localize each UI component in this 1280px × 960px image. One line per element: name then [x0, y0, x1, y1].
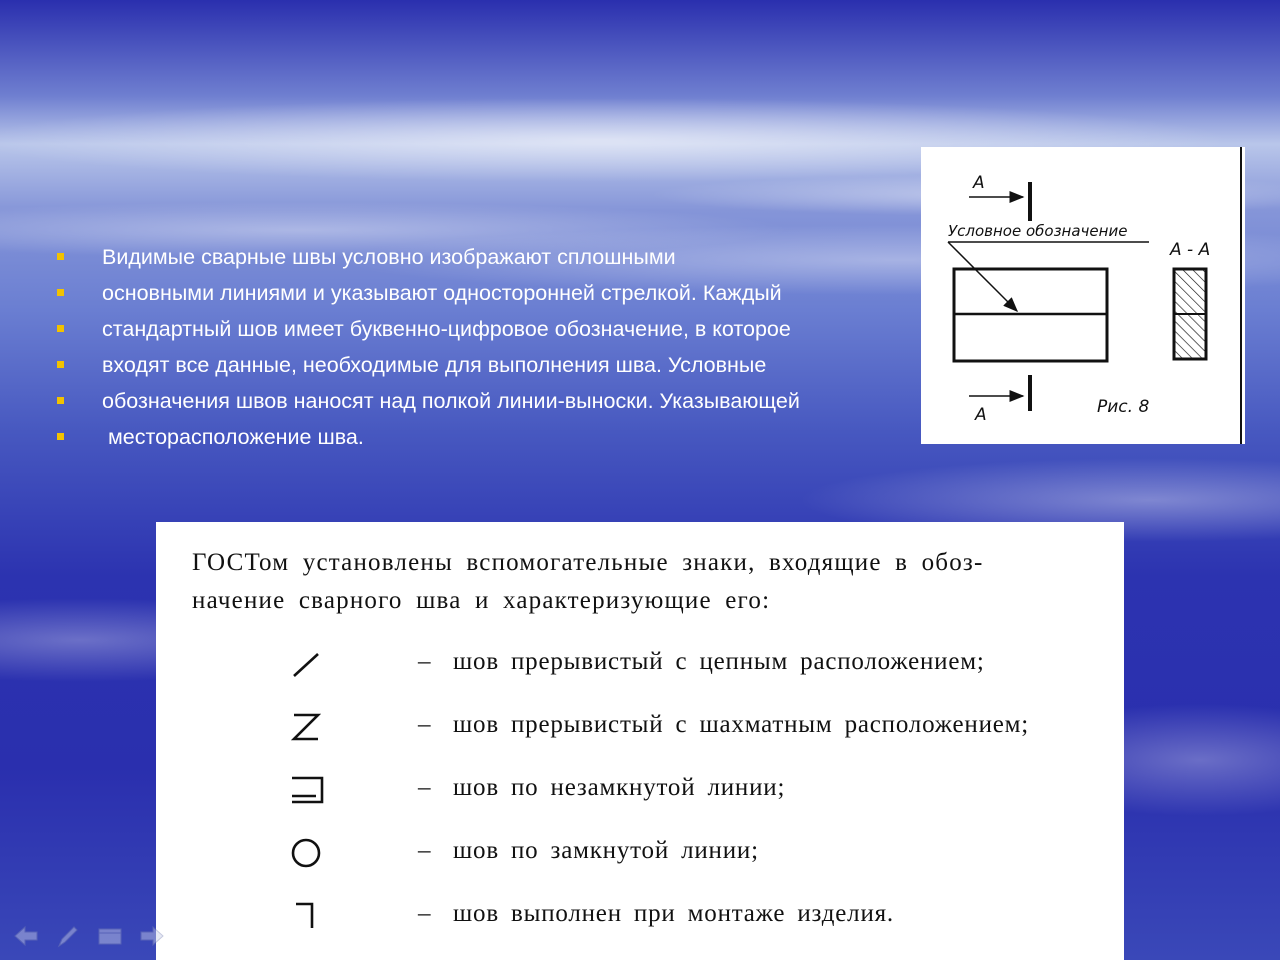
bullet-text: стандартный шов имеет буквенно-цифровое обозначение, в которое — [102, 317, 791, 341]
item-dash: – — [418, 774, 431, 801]
callout-label: Условное обозначение — [948, 222, 1128, 240]
bullet-text: обозначения швов наносят над полкой линии-выноски. Указывающей — [102, 389, 800, 413]
bullet-text: входят все данные, необходимые для выполнения шва. Условные — [102, 353, 767, 377]
bullet-marker — [57, 433, 64, 440]
gost-item — [156, 892, 1124, 942]
label-a-bottom: А — [975, 405, 987, 425]
gost-item — [156, 703, 1124, 753]
open-bracket-icon — [286, 770, 326, 810]
bullet-item — [54, 276, 934, 312]
next-arrow-icon[interactable] — [138, 922, 166, 950]
prev-arrow-icon[interactable] — [12, 922, 40, 950]
bullet-item — [54, 420, 934, 456]
bullet-marker — [57, 325, 64, 332]
slideshow-nav — [12, 922, 162, 950]
item-dash: – — [418, 900, 431, 927]
item-text: шов прерывистый с цепным расположением; — [453, 648, 985, 675]
section-label: А - А — [1170, 240, 1211, 260]
item-text: шов выполнен при монтаже изделия. — [453, 900, 894, 927]
slash-icon — [286, 644, 326, 684]
pen-icon[interactable] — [54, 922, 82, 950]
gost-item — [156, 766, 1124, 816]
item-text: шов по замкнутой линии; — [453, 837, 759, 864]
item-dash: – — [418, 648, 431, 675]
gost-symbols-panel — [156, 522, 1124, 960]
weld-drawing-figure — [921, 147, 1245, 444]
bullet-marker — [57, 361, 64, 368]
bullet-text: месторасположение шва. — [102, 425, 364, 449]
bullet-item — [54, 312, 934, 348]
item-text: шов прерывистый с шахматным расположением; — [453, 711, 1030, 738]
gost-intro-line: начение сварного шва и характеризующие его: — [192, 587, 771, 614]
circle-icon — [286, 833, 326, 873]
label-a-top: А — [973, 173, 985, 193]
bullet-text: основными линиями и указывают односторонней стрелкой. Каждый — [102, 281, 782, 305]
bullet-item — [54, 348, 934, 384]
item-text: шов по незамкнутой линии; — [453, 774, 786, 801]
bullet-marker — [57, 253, 64, 260]
gost-item — [156, 829, 1124, 879]
leader-line — [948, 242, 1017, 311]
gost-intro-line: ГОСТом установлены вспомогательные знаки, входящие в обоз- — [192, 549, 984, 576]
bullet-text: Видимые сварные швы условно изображают сплошными — [102, 245, 676, 269]
item-dash: – — [418, 837, 431, 864]
weld-drawing — [921, 147, 1245, 444]
corner-icon — [286, 896, 326, 936]
gost-intro — [192, 544, 1072, 620]
z-icon — [286, 707, 326, 747]
bullet-item — [54, 240, 934, 276]
bullet-marker — [57, 289, 64, 296]
bullet-list — [54, 240, 934, 456]
menu-icon[interactable] — [96, 922, 124, 950]
bullet-item — [54, 384, 934, 420]
figure-caption: Рис. 8 — [1097, 397, 1150, 417]
gost-item — [156, 640, 1124, 690]
item-dash: – — [418, 711, 431, 738]
bullet-marker — [57, 397, 64, 404]
